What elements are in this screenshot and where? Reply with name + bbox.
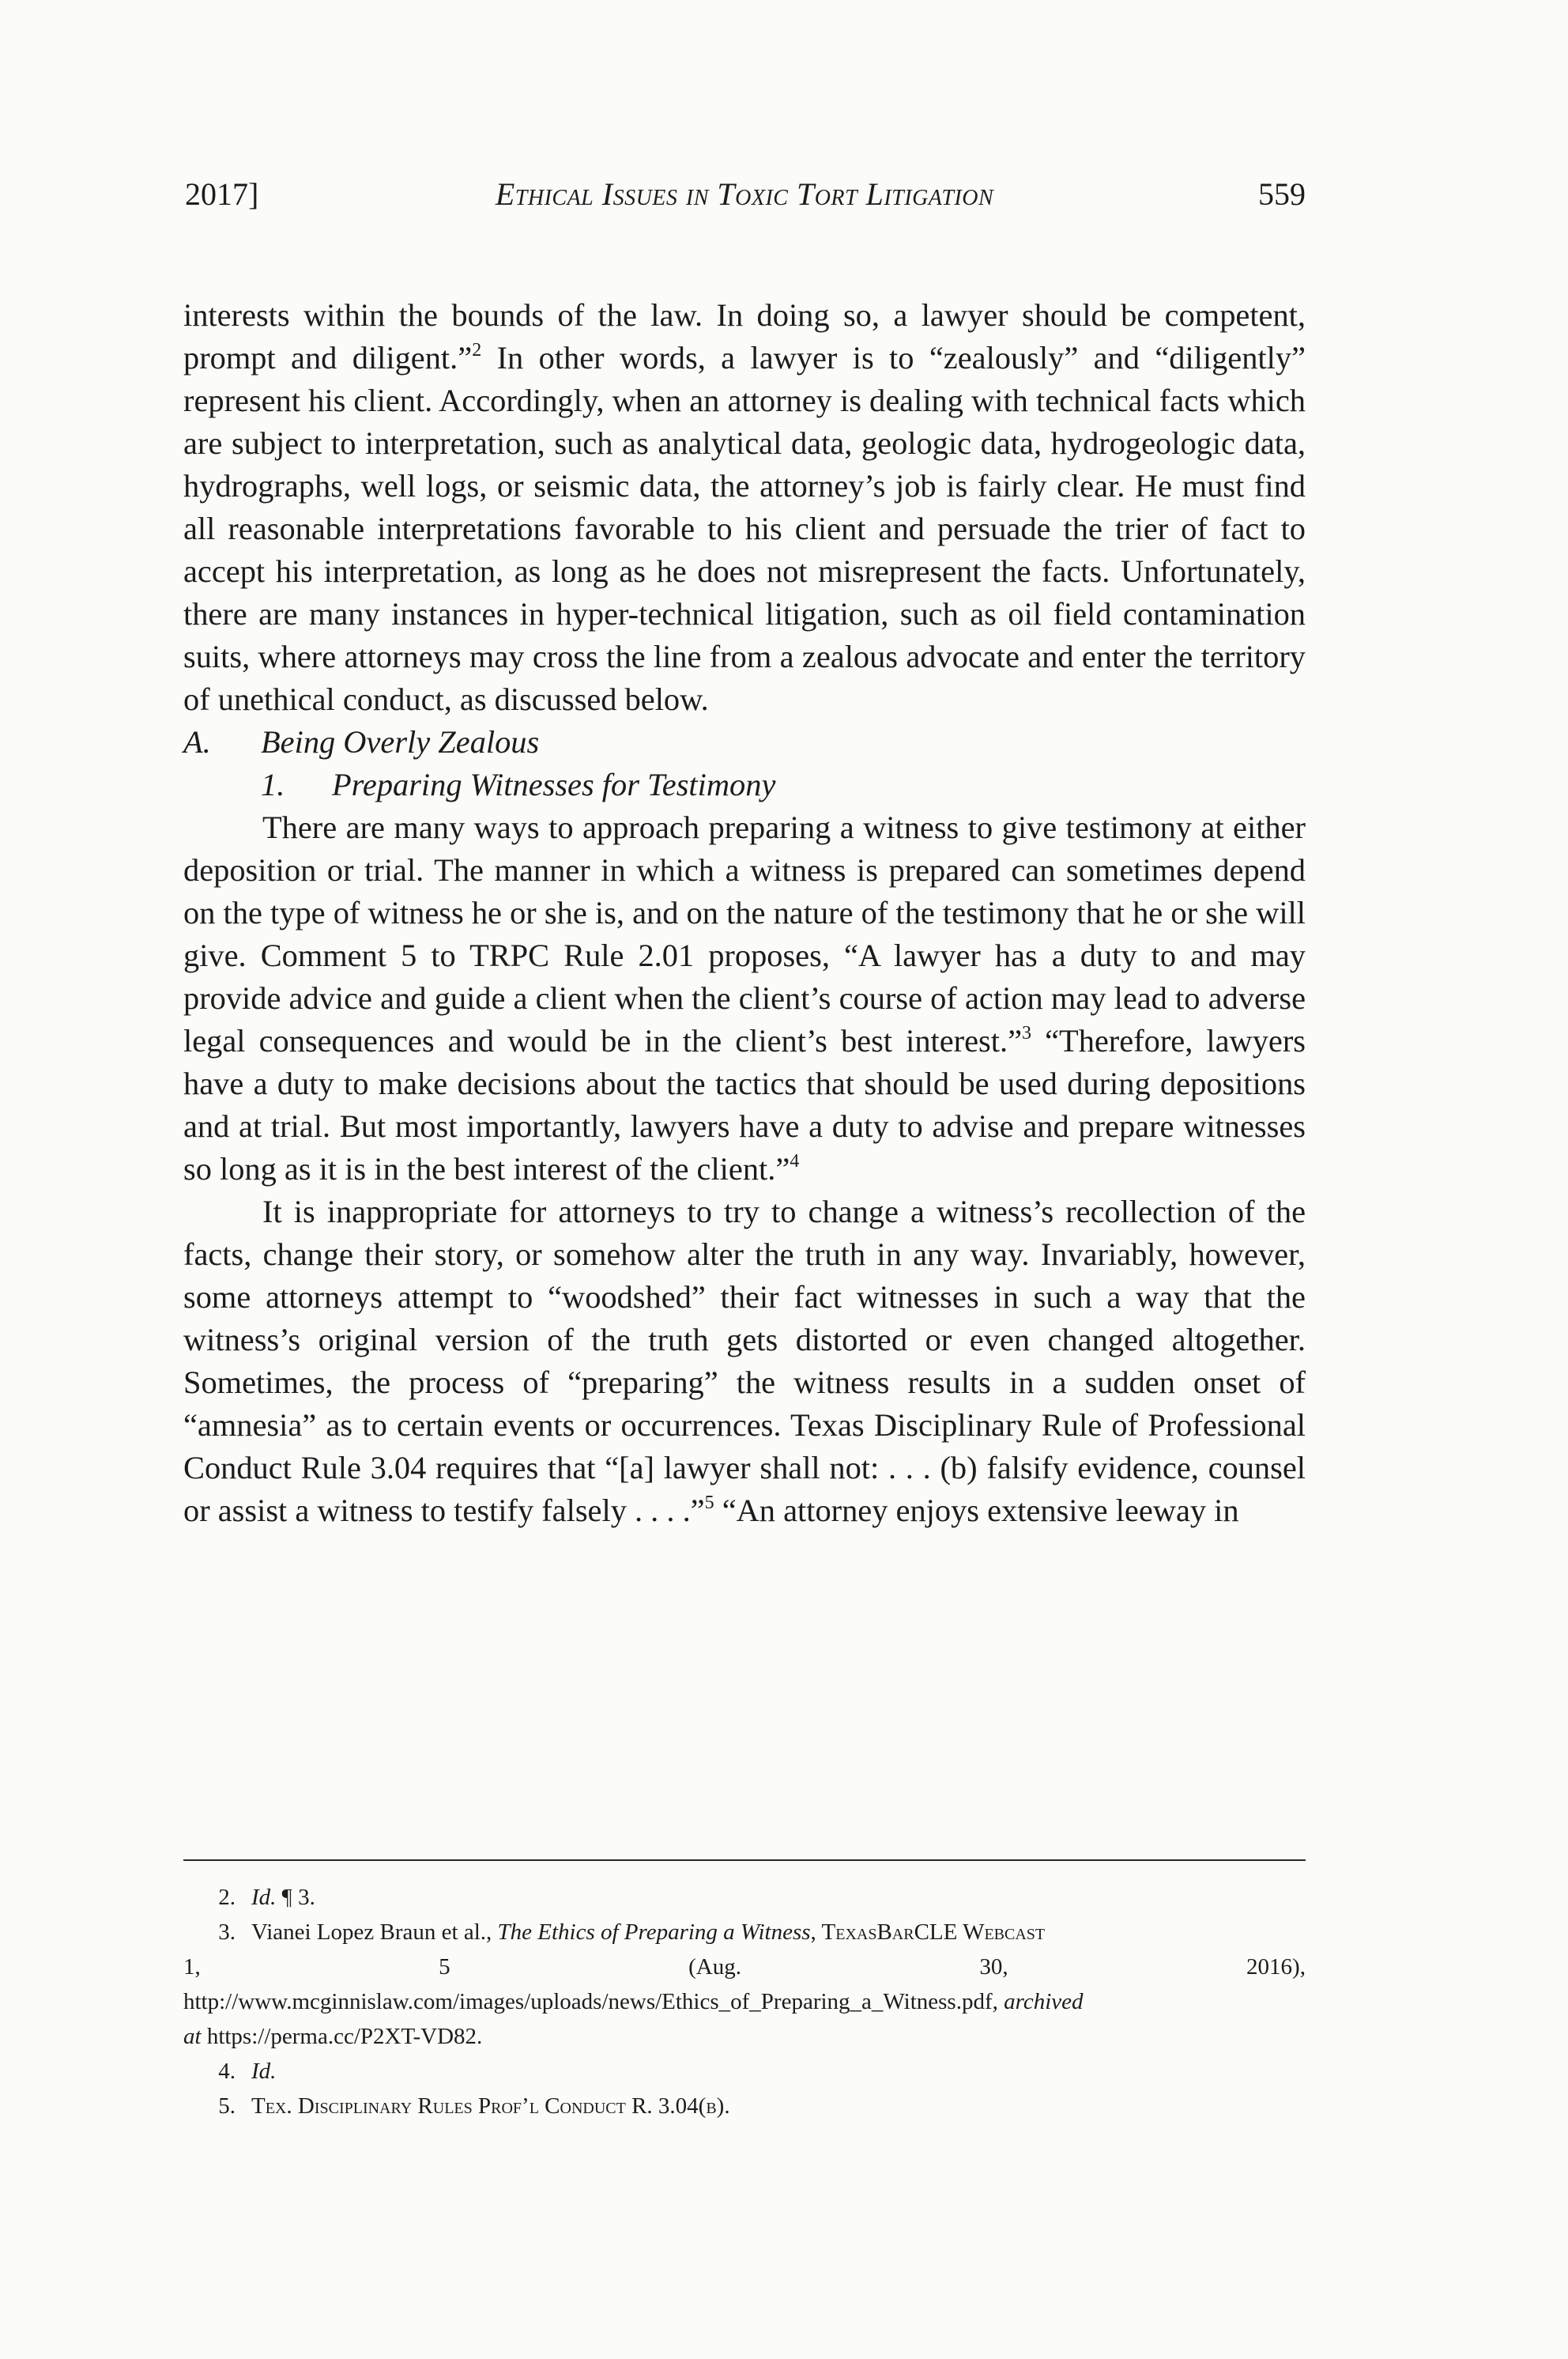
subsection-heading-1: 1. Preparing Witnesses for Testimony bbox=[261, 767, 776, 802]
header-title: Ethical Issues in Toxic Tort Litigation bbox=[495, 176, 994, 212]
section-heading-a: A. Being Overly Zealous bbox=[183, 724, 540, 760]
footnotes bbox=[183, 1880, 1306, 2123]
footnote-4: 4. Id. bbox=[218, 2059, 277, 2084]
footnote-3-perma-link[interactable]: https://perma.cc/P2XT-VD82. bbox=[201, 2024, 483, 2049]
header-year: 2017] bbox=[185, 176, 259, 212]
paragraph-3: It is inappropriate for attorneys to try to change a witness’s recollection of the facts, change their story, or somehow alter the truth in any way. Invariably, however, some attorneys attempt to “woodshed” their fact witnesses in such a way that the witness’s original version of the truth gets distorted or even changed altogether. Sometimes, the process of “preparing” the witness results in a sudden onset of “amnesia” as to certain events or occurrences. Texas Disciplinary Rule of Professional Conduct Rule 3.04 requires that “[a] lawyer shall not: . . . (b) falsify evidence, counsel or assist a witness to testify falsely . . . .”$^5$ “An attorney enjoys extensive leeway in bbox=[183, 1194, 1306, 1528]
footnote-5: 5. Tex. Disciplinary Rules Prof’l Conduct R. 3.04(b). bbox=[218, 2093, 730, 2119]
main-text bbox=[183, 294, 1306, 1532]
footnote-ref-4[interactable]: 4 bbox=[790, 1151, 800, 1172]
running-header bbox=[183, 176, 1306, 223]
paragraph-2: There are many ways to approach preparing a witness to give testimony at either deposition or trial. The manner in which a witness is prepared can sometimes depend on the type of witness he or she is, and on the nature of the testimony that he or she will give. Comment 5 to TRPC Rule 2.01 proposes, “A lawyer has a duty to and may provide advice and guide a client when the client’s course of action may lead to adverse legal consequences and would be in the client’s best interest.”$^3$ “Therefore, lawyers have a duty to make decisions about the tactics that should be used during depositions and at trial. But most importantly, lawyers have a duty to advise and prepare witnesses so long as it is in the best interest of the client.”$^4$ bbox=[183, 810, 1306, 1187]
paragraph-1: interests within the bounds of the law. In doing so, a lawyer should be competent, prompt and diligent.”$^2$ In other words, a lawyer is to “zealously” and “diligently” represent his client. Accordingly, when an attorney is dealing with technical facts which are subject to interpretation, such as analytical data, geologic data, hydrogeologic data, hydrographs, well logs, or seismic data, the attorney’s job is fairly clear. He must find all reasonable interpretations favorable to his client and persuade the trier of fact to accept his interpretation, as long as he does not misrepresent the facts. Unfortunately, there are many instances in hyper-technical litigation, such as oil field contamination suits, where attorneys may cross the line from a zealous advocate and enter the territory of unethical conduct, as discussed below. bbox=[183, 297, 1306, 717]
footnote-3-url[interactable]: http://www.mcginnislaw.com/images/uploads/news/Ethics_of_Preparing_a_Witness.pdf, bbox=[183, 1989, 1004, 2014]
footnote-3: 3. Vianei Lopez Braun et al., The Ethics of Preparing a Witness, TexasBarCLE Webcast 1, 5 (Aug. 30, 2016), http://www.mcginnislaw.com/images/uploads/news/Ethics_of_Preparing_a_Witness.pdf, archived at https://perma.cc/P2XT-VD82. bbox=[183, 1919, 1306, 2049]
footnote-ref-2[interactable]: 2 bbox=[472, 340, 482, 360]
header-page-number: 559 bbox=[1258, 176, 1306, 212]
footnote-divider bbox=[183, 1859, 1306, 1861]
footnote-2: 2. Id. ¶ 3. bbox=[218, 1885, 315, 1910]
footnote-ref-3[interactable]: 3 bbox=[1022, 1023, 1032, 1044]
page bbox=[183, 0, 1306, 2359]
footnote-3-spread-line: 1, 5 (Aug. 30, 2016), bbox=[183, 1954, 1306, 1980]
footnote-ref-5[interactable]: 5 bbox=[704, 1493, 714, 1513]
